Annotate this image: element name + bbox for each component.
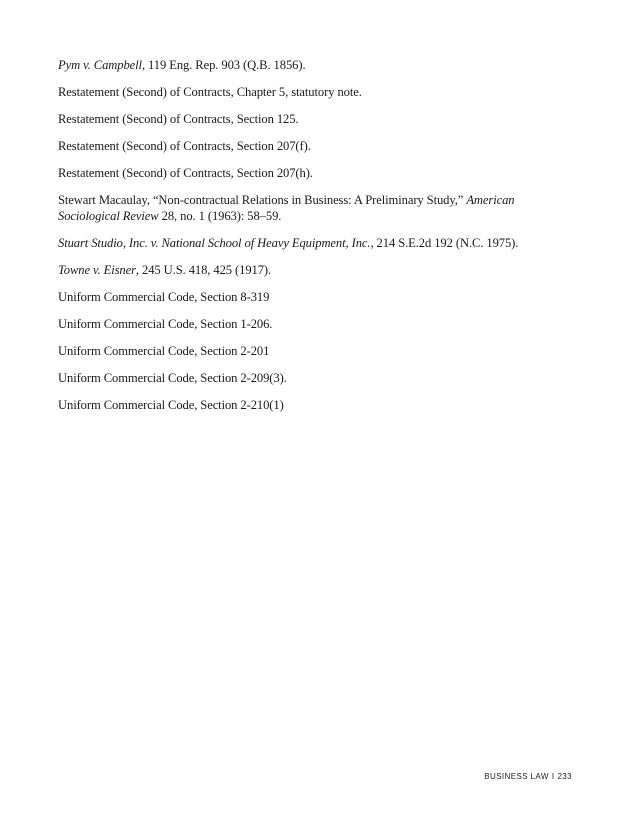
reference-entry bbox=[58, 262, 578, 278]
reference-text: Stewart Macaulay, “Non-contractual Relations in Business: A Preliminary Study,” bbox=[58, 193, 467, 207]
reference-entry bbox=[58, 397, 578, 413]
reference-text: Restatement (Second) of Contracts, Chapter 5, statutory note. bbox=[58, 85, 362, 99]
reference-entry bbox=[58, 84, 578, 100]
page-footer bbox=[484, 772, 572, 781]
reference-entry bbox=[58, 343, 578, 359]
reference-italic: Stuart Studio, Inc. v. National School of Heavy Equipment, Inc. bbox=[58, 236, 371, 250]
footer-book-title: BUSINESS LAW bbox=[484, 772, 549, 781]
reference-entry bbox=[58, 289, 578, 305]
reference-text: , 119 Eng. Rep. 903 (Q.B. 1856). bbox=[141, 58, 306, 72]
reference-entry bbox=[58, 235, 578, 251]
reference-text: , 245 U.S. 418, 425 (1917). bbox=[135, 263, 272, 277]
reference-entry bbox=[58, 138, 578, 154]
reference-text: Restatement (Second) of Contracts, Section 207(f). bbox=[58, 139, 311, 153]
reference-list bbox=[58, 57, 578, 424]
reference-italic-2: American Sociological Review bbox=[58, 193, 515, 223]
reference-italic: Pym v. Campbell bbox=[58, 58, 142, 72]
footer-separator: I bbox=[551, 772, 555, 781]
reference-text: Restatement (Second) of Contracts, Section 125. bbox=[58, 112, 299, 126]
reference-entry bbox=[58, 316, 578, 332]
reference-entry bbox=[58, 370, 578, 386]
reference-entry bbox=[58, 192, 578, 224]
reference-text: Restatement (Second) of Contracts, Section 207(h). bbox=[58, 166, 313, 180]
footer-page-number: 233 bbox=[557, 772, 572, 781]
reference-text: Uniform Commercial Code, Section 2-210(1) bbox=[58, 398, 284, 412]
reference-text: Uniform Commercial Code, Section 2-201 bbox=[58, 344, 270, 358]
reference-text: , 214 S.E.2d 192 (N.C. 1975). bbox=[370, 236, 519, 250]
reference-text-2: 28, no. 1 (1963): 58–59. bbox=[158, 209, 282, 223]
reference-text: Uniform Commercial Code, Section 8-319 bbox=[58, 290, 270, 304]
reference-entry bbox=[58, 111, 578, 127]
reference-entry bbox=[58, 57, 578, 73]
reference-italic: Towne v. Eisner bbox=[58, 263, 136, 277]
reference-entry bbox=[58, 165, 578, 181]
reference-text: Uniform Commercial Code, Section 1-206. bbox=[58, 317, 273, 331]
reference-text: Uniform Commercial Code, Section 2-209(3). bbox=[58, 371, 287, 385]
